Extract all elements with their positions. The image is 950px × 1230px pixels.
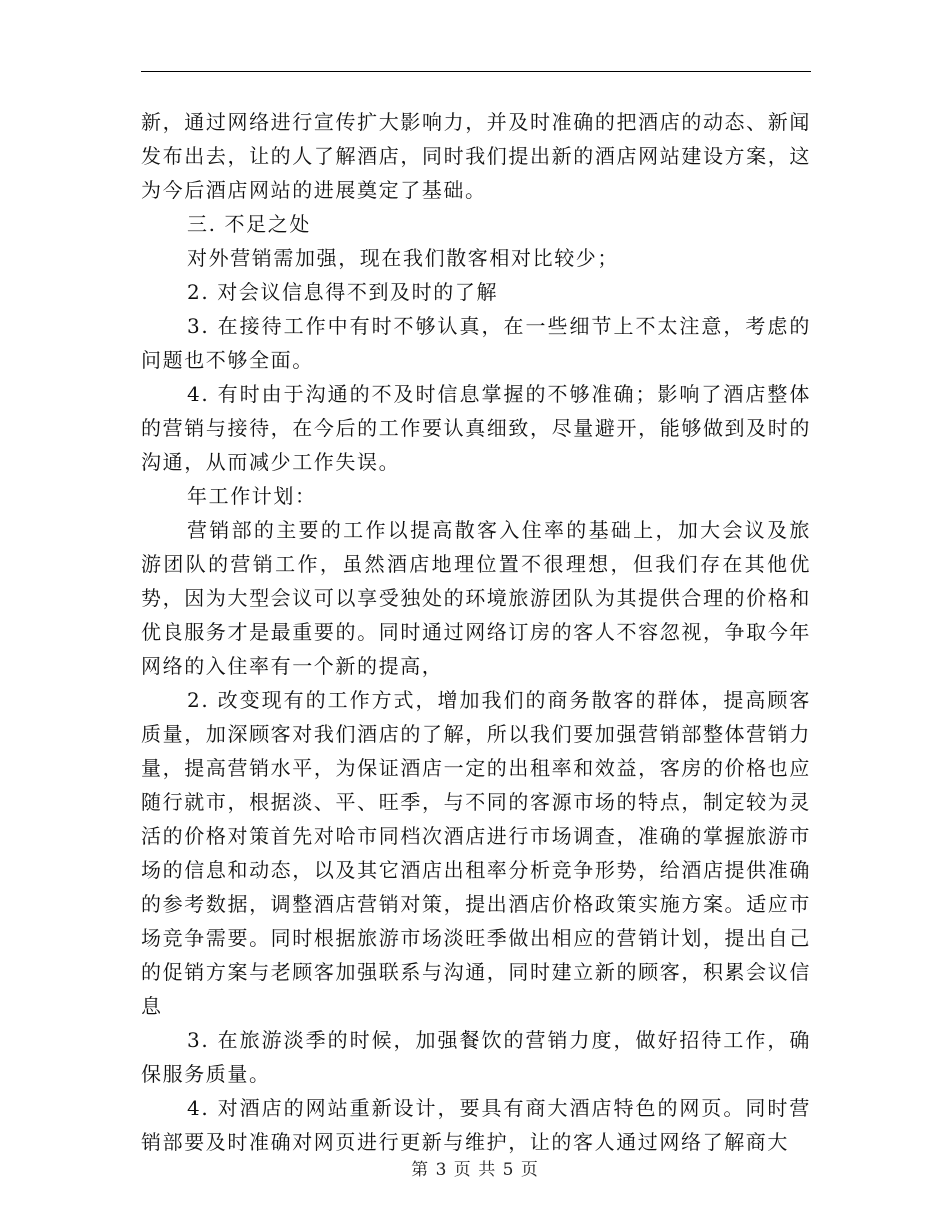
list-item: 对外营销需加强，现在我们散客相对比较少；	[187, 246, 619, 270]
list-item: 2. 改变现有的工作方式，增加我们的商务散客的群体，提高顾客质量，加深顾客对我们酒店的了解，所以我们要加强营销部整体营销力量，提高营销水平，为保证酒店一定的出租率和效益，客房的价格也应随行就市，根据淡、平、旺季，与不同的客源市场的特点，制定较为灵活的价格对策首先对哈市同档次酒店进行市场调查，准确的掌握旅游市场的信息和动态，以及其它酒店出租率分析竞争形势，给酒店提供准确的参考数据，调整酒店营销对策，提出酒店价格政策实施方案。适应市场竞争需要。同时根据旅游市场淡旺季做出相应的营销计划，提出自己的促销方案与老顾客加强联系与沟通，同时建立新的顾客，积累会议信息	[141, 688, 811, 1018]
page-number-footer: 第 3 页 共 5 页	[411, 1160, 539, 1180]
list-item: 2. 对会议信息得不到及时的了解	[187, 280, 499, 304]
list-item: 4. 对酒店的网站重新设计，要具有商大酒店特色的网页。同时营销部要及时准确对网页进行更新与维护，让的客人通过网络了解商大	[141, 1096, 811, 1154]
section-heading-work-plan: 年工作计划：	[187, 484, 317, 508]
list-item: 4. 有时由于沟通的不及时信息掌握的不够准确；影响了酒店整体的营销与接待，在今后的工作要认真细致，尽量避开，能够做到及时的沟通，从而减少工作失误。	[141, 382, 811, 474]
list-item: 3. 在旅游淡季的时候，加强餐饮的营销力度，做好招待工作，确保服务质量。	[141, 1028, 811, 1086]
paragraph-continuation: 新，通过网络进行宣传扩大影响力，并及时准确的把酒店的动态、新闻发布出去，让的人了解酒店，同时我们提出新的酒店网站建设方案，这为今后酒店网站的进展奠定了基础。	[141, 110, 811, 202]
list-item: 3. 在接待工作中有时不够认真，在一些细节上不太注意，考虑的问题也不够全面。	[141, 314, 811, 372]
section-heading-shortcomings: 三. 不足之处	[187, 212, 311, 236]
document-body	[141, 105, 811, 1159]
list-item: 营销部的主要的工作以提高散客入住率的基础上，加大会议及旅游团队的营销工作，虽然酒店地理位置不很理想，但我们存在其他优势，因为大型会议可以享受独处的环境旅游团队为其提供合理的价格和优良服务才是最重要的。同时通过网络订房的客人不容忽视，争取今年网络的入住率有一个新的提高，	[141, 518, 811, 678]
header-rule	[141, 71, 811, 72]
